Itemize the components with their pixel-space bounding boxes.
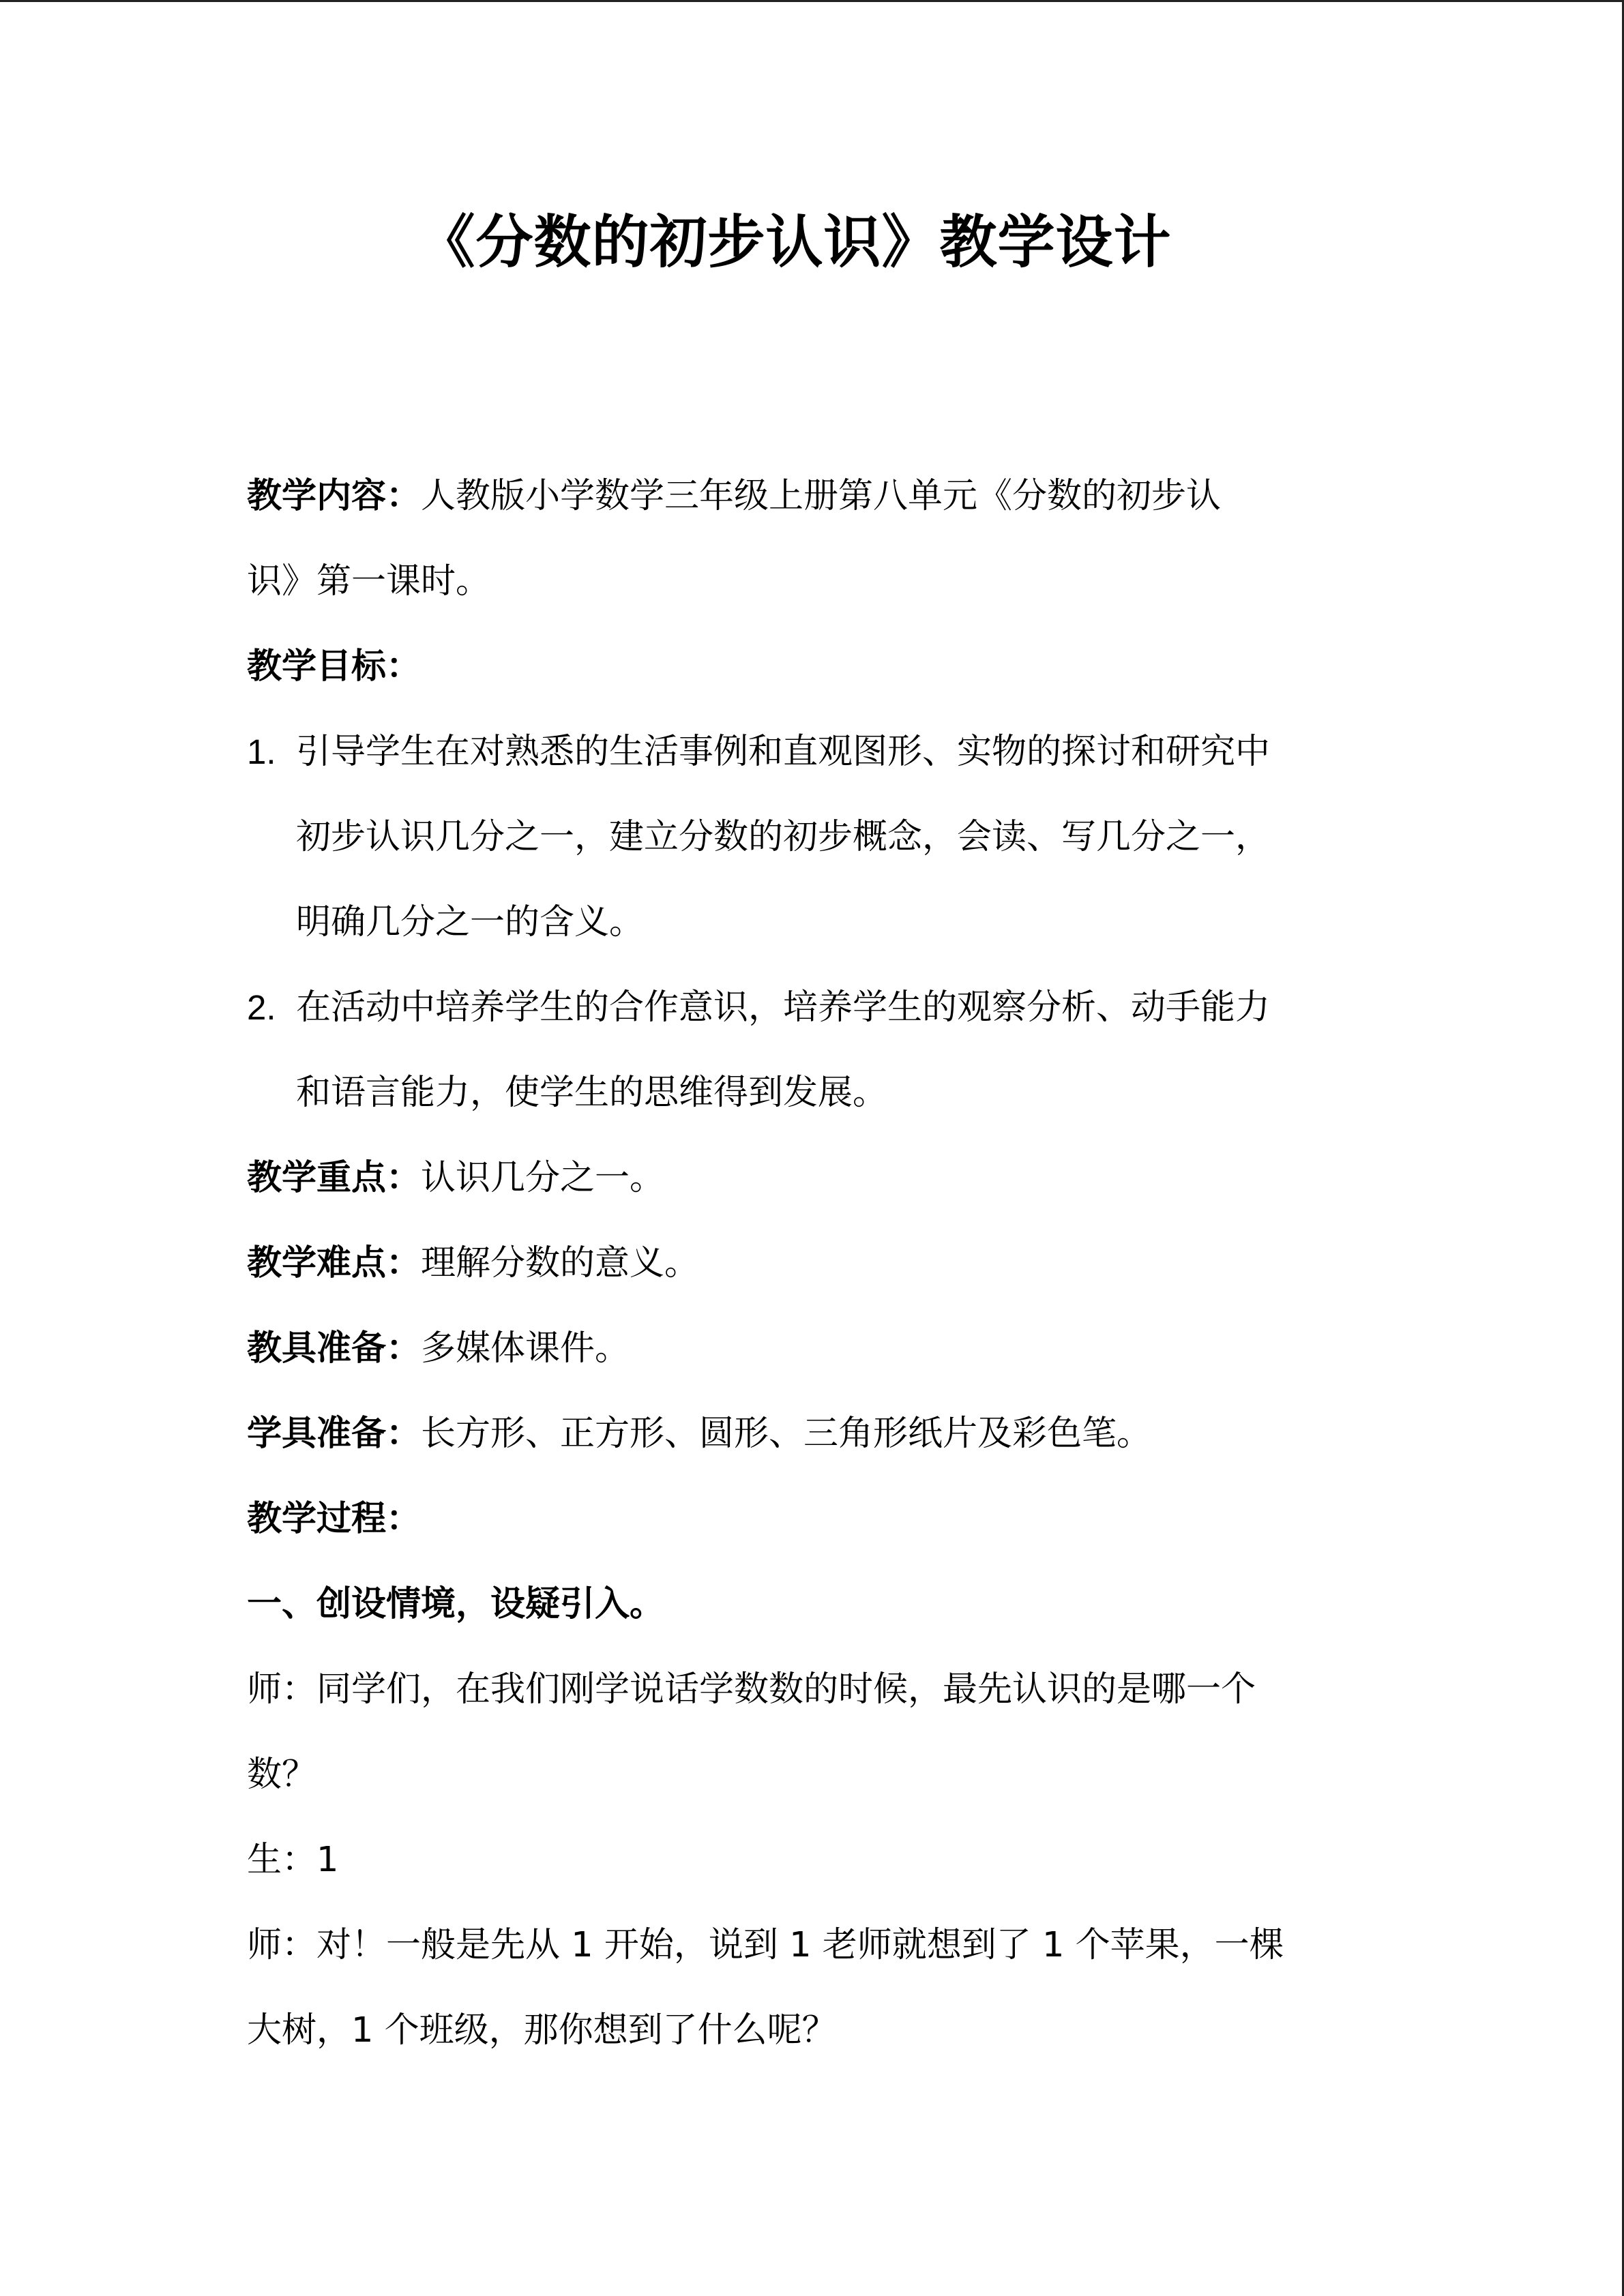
content-line-2: 识》第一课时。 [247, 561, 491, 601]
objective-text [296, 709, 1372, 965]
dialogue-line: 数？ [247, 1755, 317, 1795]
objective-item-1 [247, 709, 1372, 965]
difficulty-label: 教学难点： [247, 1243, 422, 1283]
key-point-text: 认识几分之一。 [421, 1158, 665, 1198]
document-title: 《分数的初步认识》教学设计 [417, 209, 1172, 275]
objective-line: 明确几分之一的含义。 [296, 902, 645, 942]
key-point-label: 教学重点： [247, 1158, 422, 1198]
teacher-tools-text: 多媒体课件。 [421, 1328, 630, 1369]
student-tools-text: 长方形、正方形、圆形、三角形纸片及彩色笔。 [421, 1414, 1152, 1454]
dialogue-line: 师：对！一般是先从 1 开始，说到 1 老师就想到了 1 个苹果，一棵 [247, 1925, 1284, 1965]
teacher-tools-label: 教具准备： [247, 1328, 422, 1369]
teacher-tools [247, 1306, 1372, 1391]
content-text: 人教版小学数学三年级上册第八单元《分数的初步认 [421, 476, 1222, 516]
process-label: 教学过程： [247, 1499, 422, 1539]
objective-line: 初步认识几分之一，建立分数的初步概念，会读、写几分之一， [296, 817, 1271, 857]
objective-line: 在活动中培养学生的合作意识，培养学生的观察分析、动手能力 [296, 987, 1271, 1028]
objective-line: 和语言能力，使学生的思维得到发展。 [296, 1073, 888, 1113]
objective-item-2 [247, 965, 1372, 1135]
difficulty-text: 理解分数的意义。 [421, 1243, 700, 1283]
student-tools [247, 1391, 1372, 1476]
content-line-1 [247, 453, 1372, 539]
objective-number: 2. [247, 988, 276, 1027]
objective-text [296, 965, 1372, 1135]
objective-line: 引导学生在对熟悉的生活事例和直观图形、实物的探讨和研究中 [296, 732, 1271, 772]
difficulty [247, 1221, 1372, 1306]
student-tools-label: 学具准备： [247, 1414, 422, 1454]
dialogue-line: 生：1 [247, 1840, 339, 1880]
dialogue-line: 大树，1 个班级，那你想到了什么呢？ [247, 2010, 837, 2051]
dialogue-line: 师：同学们，在我们刚学说话学数数的时候，最先认识的是哪一个 [247, 1669, 1256, 1710]
page-border-top [0, 0, 1624, 2]
objectives-label: 教学目标： [247, 646, 422, 687]
key-point [247, 1135, 1372, 1221]
content-label: 教学内容： [247, 476, 422, 516]
objective-number: 1. [247, 732, 276, 771]
document-body [247, 453, 1372, 2073]
section-heading: 一、创设情境，设疑引入。 [247, 1584, 665, 1624]
